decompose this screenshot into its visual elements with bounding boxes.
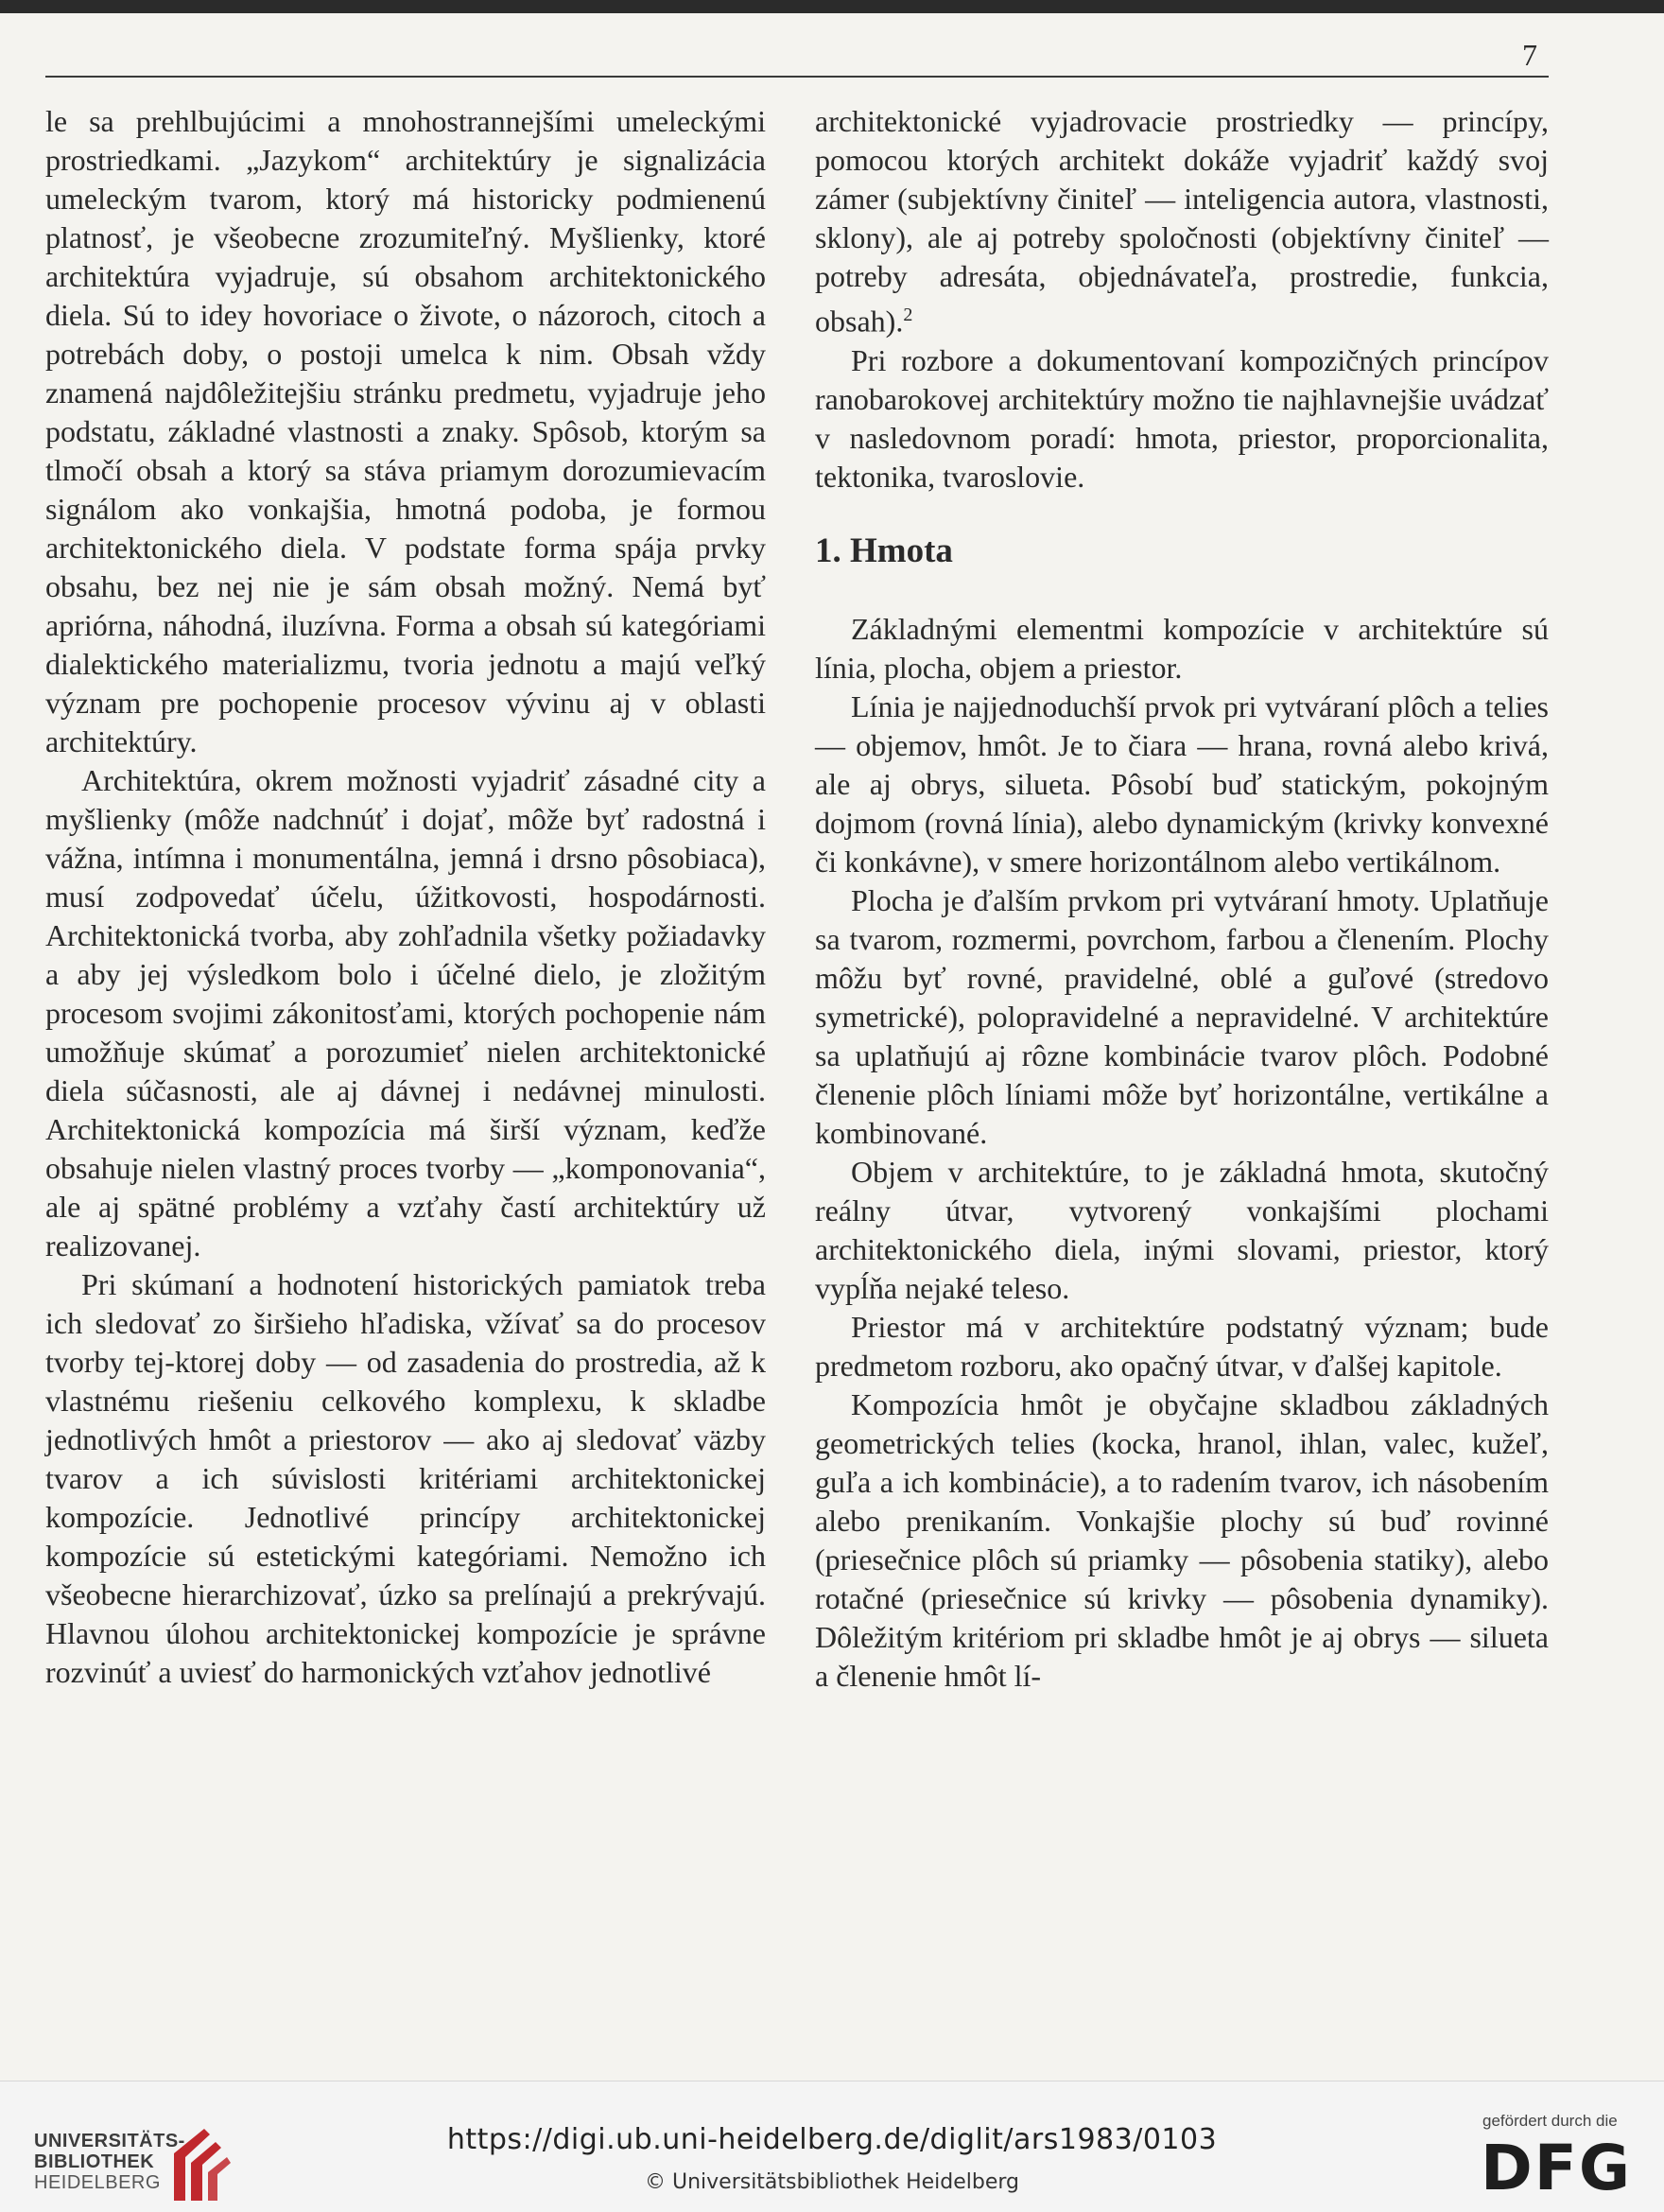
left-paragraph-3: Pri skúmaní a hodnotení historických pamiatok treba ich sledovať zo širšieho hľadiska, vžívať sa do procesov tvorby tej-ktorej doby — od zasadenia do prostredia, až k vlastnému riešeniu celkového komplexu, k skladbe jednotlivých hmôt a priestorov — ako aj sledovať väzby tvarov a ich súvislosti kritériami architektonickej kompozície. Jednotlivé princípy architektonickej kompozície sú estetickými kategóriami. Nemožno ich všeobecne hierarchizovať, úzko sa prelínajú a prekrývajú. Hlavnou úlohou architektonickej kompozície je správne rozvinúť a uviesť do harmonických vzťahov jednotlivé [45, 1267, 766, 1689]
document-url-link[interactable]: https://digi.ub.uni-heidelberg.de/diglit/ars1983/0103 [446, 2123, 1218, 2156]
section-paragraph-3: Plocha je ďalším prvkom pri vytváraní hmoty. Uplatňuje sa tvarom, rozmermi, povrchom, farbou a členením. Plochy môžu byť rovné, pravidelné, oblé a guľové (stredovo symetrické), polopravidelné a nepravidelné. V architektúre sa uplatňujú aj rôzne kombinácie tvarov plôch. Podobné členenie plôch líniami môže byť horizontálne, vertikálne a kombinované. [815, 882, 1549, 1150]
left-paragraph-1: le sa prehlbujúcimi a mnohostrannejšími umeleckými prostriedkami. „Jazykom“ architektúry je signalizácia umeleckým tvarom, ktorý má historicky podmienenú platnosť, je všeobecne zrozumiteľný. Myšlienky, ktoré architektúra vyjadruje, sú obsahom architektonického diela. Sú to idey hovoriace o živote, o názoroch, citoch a potrebách doby, o postoji umelca k nim. Obsah vždy znamená najdôležitejšiu stránku predmetu, vyjadruje jeho podstatu, základné vlastnosti a znaky. Spôsob, ktorým sa tlmočí obsah a ktorý sa stáva priamym dorozumievacím signálom ako vonkajšia, hmotná podoba, je formou architektonického diela. V podstate forma spája prvky obsahu, bez nej nie je sám obsah možný. Nemá byť apriórna, náhodná, iluzívna. Forma a obsah sú kategóriami dialektického materializmu, tvoria jednotu a majú veľký význam pre pochopenie procesov vývinu aj v oblasti architektúry. [45, 104, 766, 758]
page-number: 7 [1522, 38, 1537, 72]
funding-note: gefördert durch die [1482, 2112, 1618, 2130]
library-name-line-2: BIBLIOTHEK [34, 2151, 155, 2172]
dfg-logo[interactable] [1481, 2134, 1641, 2195]
section-paragraph-5: Priestor má v architektúre podstatný význam; bude predmetom rozboru, ako opačný útvar, v ďalšej kapitole. [815, 1309, 1549, 1383]
section-paragraph-6: Kompozícia hmôt je obyčajne skladbou základných geometrických telies (kocka, hranol, ihlan, valec, kužeľ, guľa a ich kombinácie), a to radením tvarov, ich násobením alebo prenikaním. Vonkajšie plochy sú buď rovinné (priesečnice plôch sú priamky — pôsobenia statiky), alebo rotačné (priesečnice sú krivky — pôsobenia dynamiky). Dôležitým kritériom pri skladbe hmôt je aj obrys — silueta a členenie hmôt lí- [815, 1386, 1549, 1693]
right-column [815, 102, 1549, 1696]
header-rule [45, 76, 1549, 78]
right-paragraph-2: Pri rozbore a dokumentovaní kompozičných princípov ranobarokovej architektúry možno tie najhlavnejšie uvádzať v nasledovnom poradí: hmota, priestor, proporcionalita, tektonika, tvaroslovie. [815, 342, 1549, 494]
top-scan-edge [0, 0, 1664, 13]
right-intro-paragraph [815, 102, 1549, 341]
library-name-line-1: UNIVERSITÄTS- [34, 2131, 185, 2151]
section-heading: 1. Hmota [815, 531, 953, 570]
section-paragraph-2: Línia je najjednoduchší prvok pri vytváraní plôch a telies — objemov, hmôt. Je to čiara — hrana, rovná alebo krivá, ale aj obrys, silueta. Pôsobí buď statickým, pokojným dojmom (rovná línia), alebo dynamickým (krivky konvexné či konkávne), v smere horizontálnom alebo vertikálnom. [815, 688, 1549, 879]
intro-text: architektonické vyjadrovacie prostriedky — princípy, pomocou ktorých architekt dokáže vyjadriť každý svoj zámer (subjektívny činiteľ — inteligencia autora, vlastnosti, sklony), ale aj potreby spoločnosti (objektívny činiteľ — potreby adresáta, objednávateľa, prostredie, funkcia, obsah). [815, 104, 1549, 339]
section-paragraph-4: Objem v architektúre, to je základná hmota, skutočný reálny útvar, vytvorený vonkajšími plochami architektonického diela, inými slovami, priestor, ktorý vypĺňa nejaké teleso. [815, 1154, 1549, 1305]
footnote-marker: 2 [903, 305, 913, 325]
section-paragraph-1: Základnými elementmi kompozície v architektúre sú línia, plocha, objem a priestor. [815, 611, 1549, 685]
dfg-logo-text: DFG [1481, 2134, 1633, 2195]
left-column [45, 102, 766, 1692]
left-paragraph-2: Architektúra, okrem možnosti vyjadriť zásadné city a myšlienky (môže nadchnúť i dojať, môže byť radostná i vážna, intímna i monumentálna, jemná i drsno pôsobiaca), musí zodpovedať účelu, úžitkovosti, hospodárnosti. Architektonická tvorba, aby zohľadnila všetky požiadavky a aby jej výsledkom bolo i účelné dielo, je zložitým procesom svojimi zákonitosťami, ktorých pochopenie nám umožňuje skúmať a porozumieť nielen architektonické diela súčasnosti, ale aj dávnej i nedávnej minulosti. Architektonická kompozícia má širší význam, keďže obsahuje nielen vlastný proces tvorby — „komponovania“, ale aj spätné problémy a vzťahy častí architektúry už realizovanej. [45, 763, 766, 1263]
library-name-line-3: HEIDELBERG [34, 2172, 161, 2193]
copyright-notice: © Universitätsbibliothek Heidelberg [644, 2170, 1019, 2194]
viewer-footer [0, 2081, 1664, 2212]
